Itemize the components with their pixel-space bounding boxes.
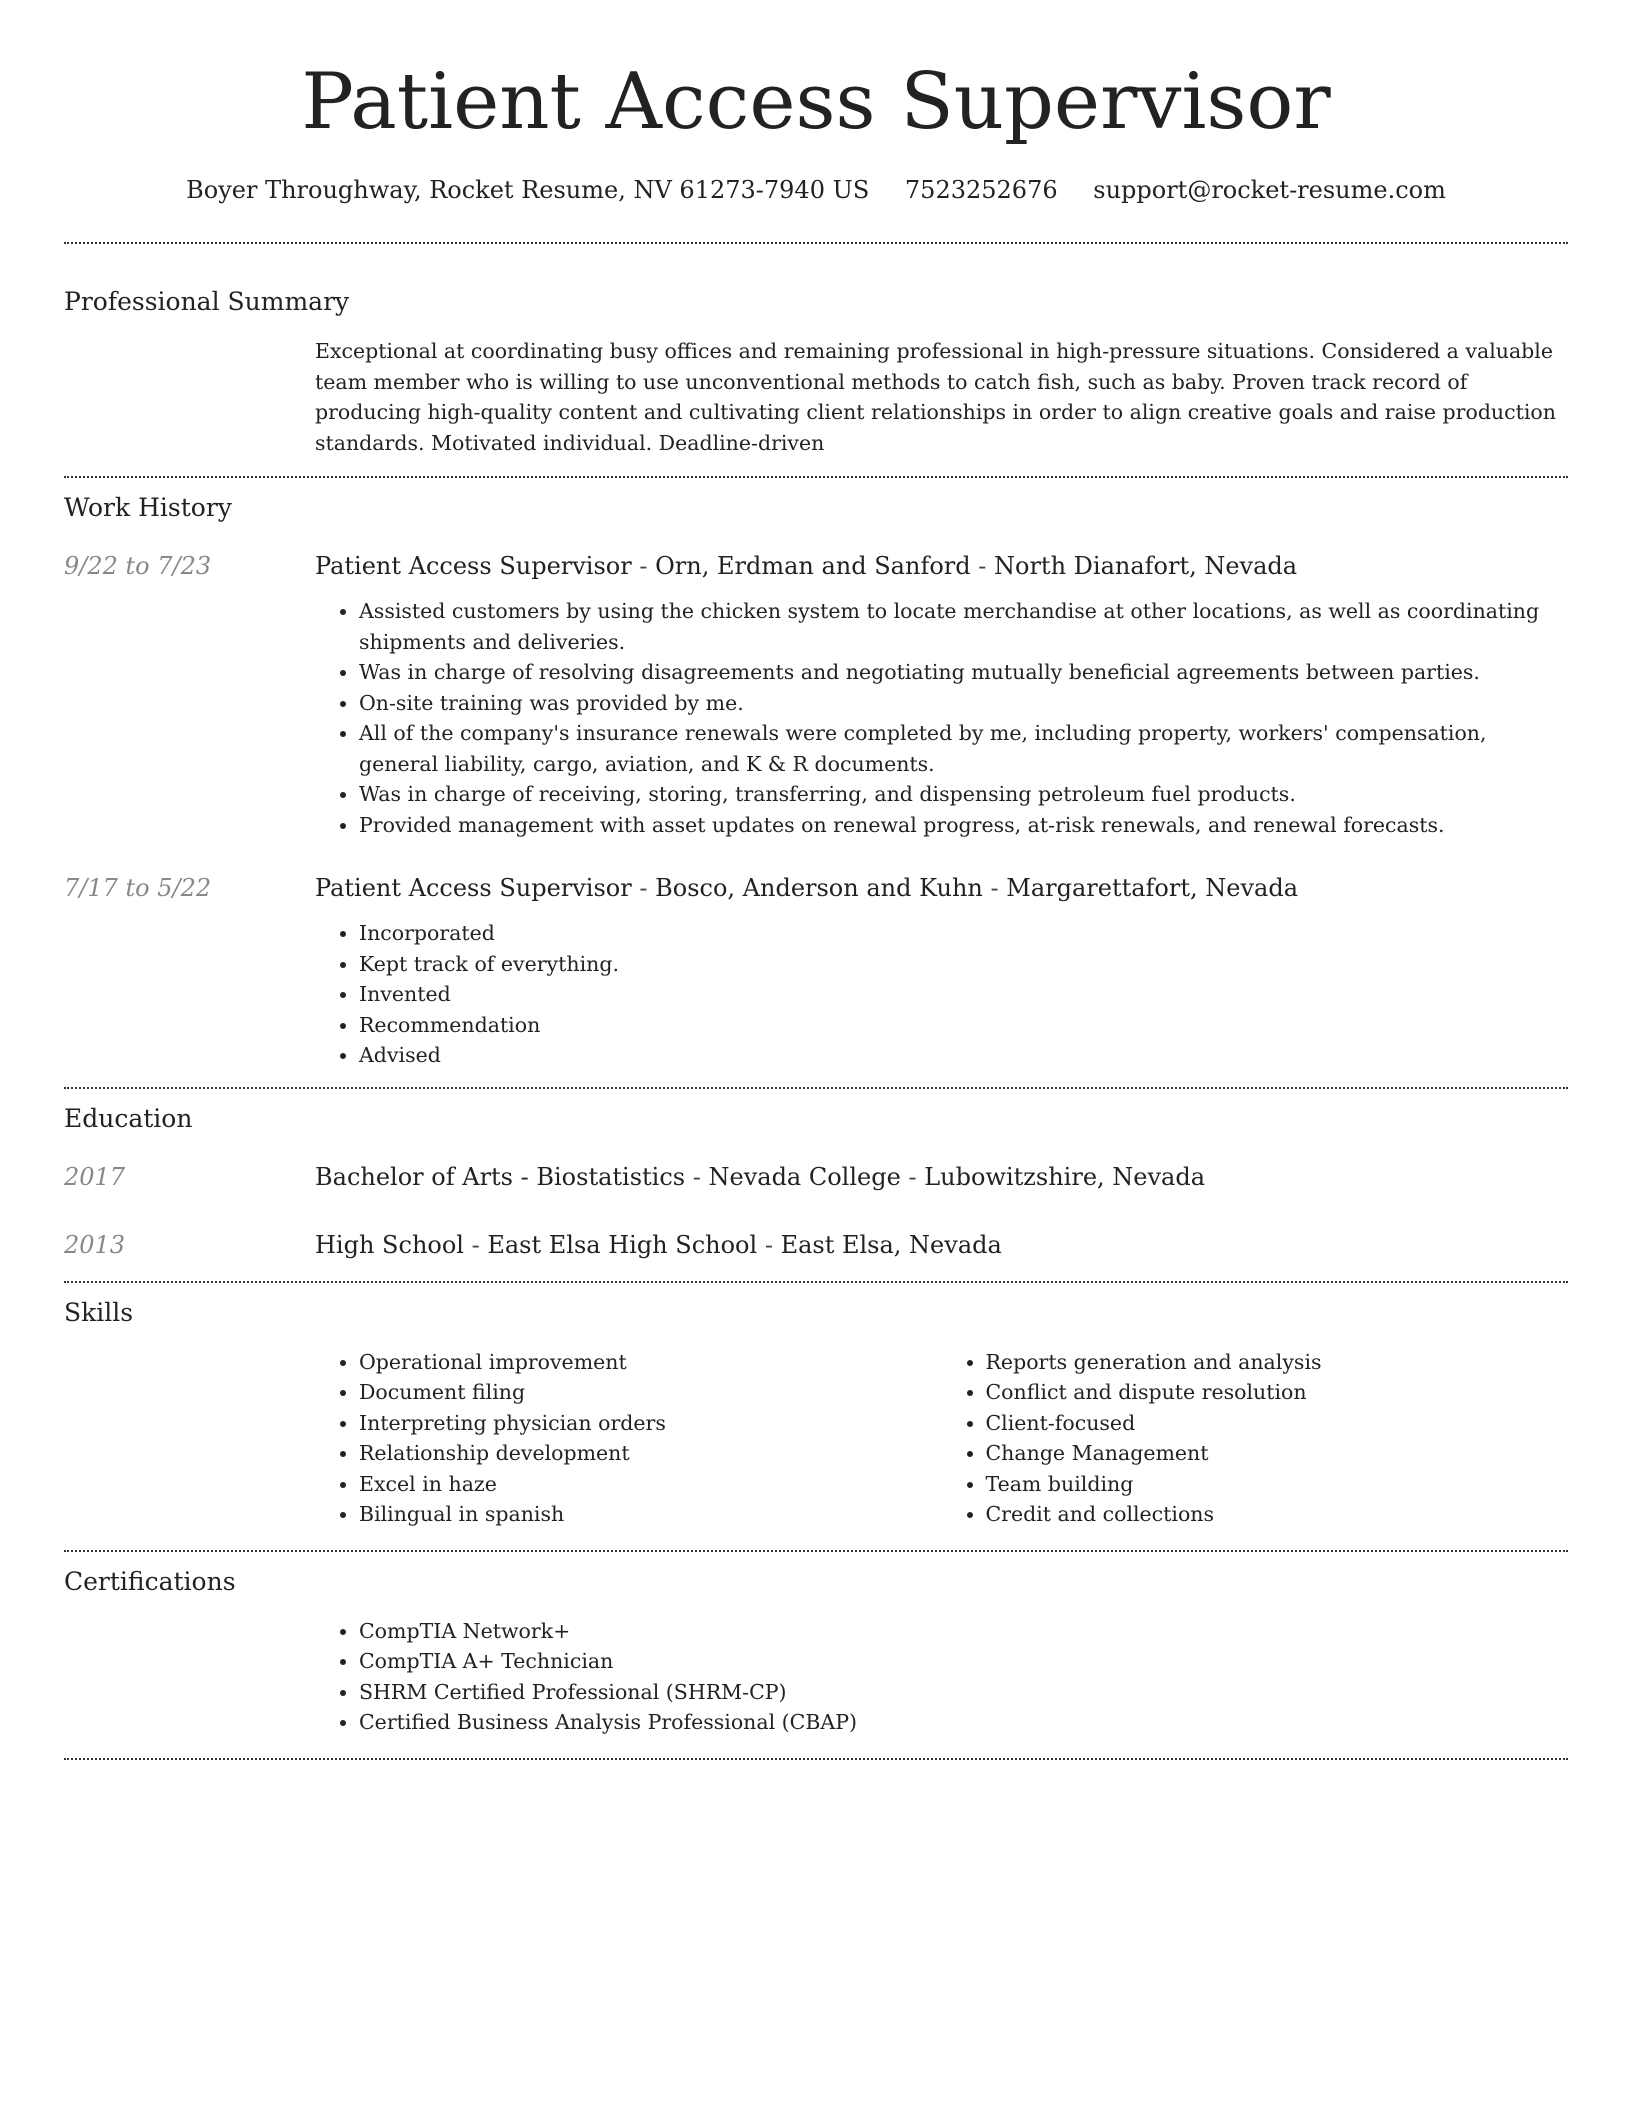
list-item: • Credit and collections [986, 1499, 1569, 1530]
education-degree: High School [315, 1230, 464, 1259]
certifications-list [315, 1616, 1568, 1738]
education-heading: Education [64, 1103, 193, 1133]
job-dates: 9/22 to 7/23 [64, 552, 212, 580]
job-company: Orn, Erdman and Sanford [655, 552, 971, 580]
job-company: Bosco, Anderson and Kuhn [655, 874, 983, 902]
work-history-section [64, 490, 1568, 1071]
education-year: 2013 [64, 1230, 126, 1259]
skills-section [64, 1295, 1568, 1530]
list-item: • All of the company's insurance renewals were completed by me, including property, workers' compensation, general liability, cargo, aviation, and K & R documents. [359, 718, 1568, 779]
education-school: East Elsa High School [487, 1230, 758, 1259]
education-title-line: Bachelor of Arts - Biostatistics - Nevada College - Lubowitzshire, Nevada [315, 1162, 1206, 1191]
education-year: 2017 [64, 1162, 126, 1191]
summary-heading: Professional Summary [64, 287, 350, 316]
list-item: • Bilingual in spanish [359, 1499, 942, 1530]
list-item: • Operational improvement [359, 1347, 942, 1378]
list-item: • Kept track of everything. [359, 949, 1568, 980]
job-title-line: Patient Access Supervisor - Bosco, Anderson and Kuhn - Margarettafort, Nevada [315, 874, 1298, 902]
work-divider [64, 1087, 1568, 1089]
job-entry [64, 548, 1568, 840]
contact-phone: 7523252676 [904, 176, 1058, 204]
certifications-heading: Certifications [64, 1566, 236, 1596]
education-location: East Elsa, Nevada [780, 1230, 1002, 1259]
skills-list-left [315, 1347, 942, 1530]
list-item: • Was in charge of resolving disagreements and negotiating mutually beneficial agreements between parties. [359, 657, 1568, 688]
job-location: North Dianafort, Nevada [994, 552, 1298, 580]
list-item: • Conflict and dispute resolution [986, 1377, 1569, 1408]
list-item: • Relationship development [359, 1438, 942, 1469]
education-degree: Bachelor of Arts - Biostatistics [315, 1162, 686, 1191]
candidate-name: Patient Access Supervisor [301, 57, 1331, 147]
certifications-section [64, 1564, 1568, 1738]
job-entry [64, 870, 1568, 1071]
list-item: • Reports generation and analysis [986, 1347, 1569, 1378]
education-entry [64, 1159, 1568, 1195]
job-dates: 7/17 to 5/22 [64, 874, 212, 902]
skills-divider [64, 1550, 1568, 1552]
list-item: • Provided management with asset updates on renewal progress, at-risk renewals, and renewal forecasts. [359, 810, 1568, 841]
job-location: Margarettafort, Nevada [1006, 874, 1298, 902]
list-item: • Client-focused [986, 1408, 1569, 1439]
summary-text: Exceptional at coordinating busy offices and remaining professional in high-pressure situations. Considered a valuable team member who is willing to use unconventional methods to catch fish, such as baby. Proven track record of producing high-quality content and cultivating client relationships in order to align creative goals and raise production standards. Motivated individual. Deadline-driven [315, 339, 1556, 455]
job-title-line: Patient Access Supervisor - Orn, Erdman and Sanford - North Dianafort, Nevada [315, 552, 1298, 580]
contact-email: support@rocket-resume.com [1093, 176, 1446, 204]
list-item: • Interpreting physician orders [359, 1408, 942, 1439]
list-item: • SHRM Certified Professional (SHRM-CP) [359, 1677, 1568, 1708]
education-location: Lubowitzshire, Nevada [924, 1162, 1206, 1191]
list-item: • CompTIA Network+ [359, 1616, 1568, 1647]
contact-line [64, 172, 1568, 208]
list-item: • Certified Business Analysis Professional (CBAP) [359, 1707, 1568, 1738]
summary-divider [64, 476, 1568, 478]
list-item: • Invented [359, 979, 1568, 1010]
job-bullets [315, 596, 1568, 840]
list-item: • Document filing [359, 1377, 942, 1408]
list-item: • Incorporated [359, 918, 1568, 949]
skills-heading: Skills [64, 1297, 134, 1327]
list-item: • Advised [359, 1040, 1568, 1071]
job-bullets [315, 918, 1568, 1071]
list-item: • CompTIA A+ Technician [359, 1646, 1568, 1677]
list-item: • Assisted customers by using the chicken system to locate merchandise at other locations, as well as coordinating shipments and deliveries. [359, 596, 1568, 657]
list-item: • Change Management [986, 1438, 1569, 1469]
list-item: • On-site training was provided by me. [359, 688, 1568, 719]
certifications-divider [64, 1758, 1568, 1760]
education-section [64, 1101, 1568, 1263]
education-divider [64, 1281, 1568, 1283]
job-position: Patient Access Supervisor [315, 552, 632, 580]
summary-section [64, 284, 1568, 458]
list-item: • Was in charge of receiving, storing, transferring, and dispensing petroleum fuel products. [359, 779, 1568, 810]
education-title-line: High School - East Elsa High School - East Elsa, Nevada [315, 1230, 1002, 1259]
header-divider [64, 242, 1568, 244]
education-school: Nevada College [708, 1162, 901, 1191]
skills-list-right [942, 1347, 1569, 1530]
education-entry [64, 1227, 1568, 1263]
contact-address: Boyer Throughway, Rocket Resume, NV 61273-7940 US [186, 176, 870, 204]
work-history-heading: Work History [64, 493, 232, 522]
list-item: • Excel in haze [359, 1469, 942, 1500]
list-item: • Team building [986, 1469, 1569, 1500]
list-item: • Recommendation [359, 1010, 1568, 1041]
job-position: Patient Access Supervisor [315, 874, 632, 902]
